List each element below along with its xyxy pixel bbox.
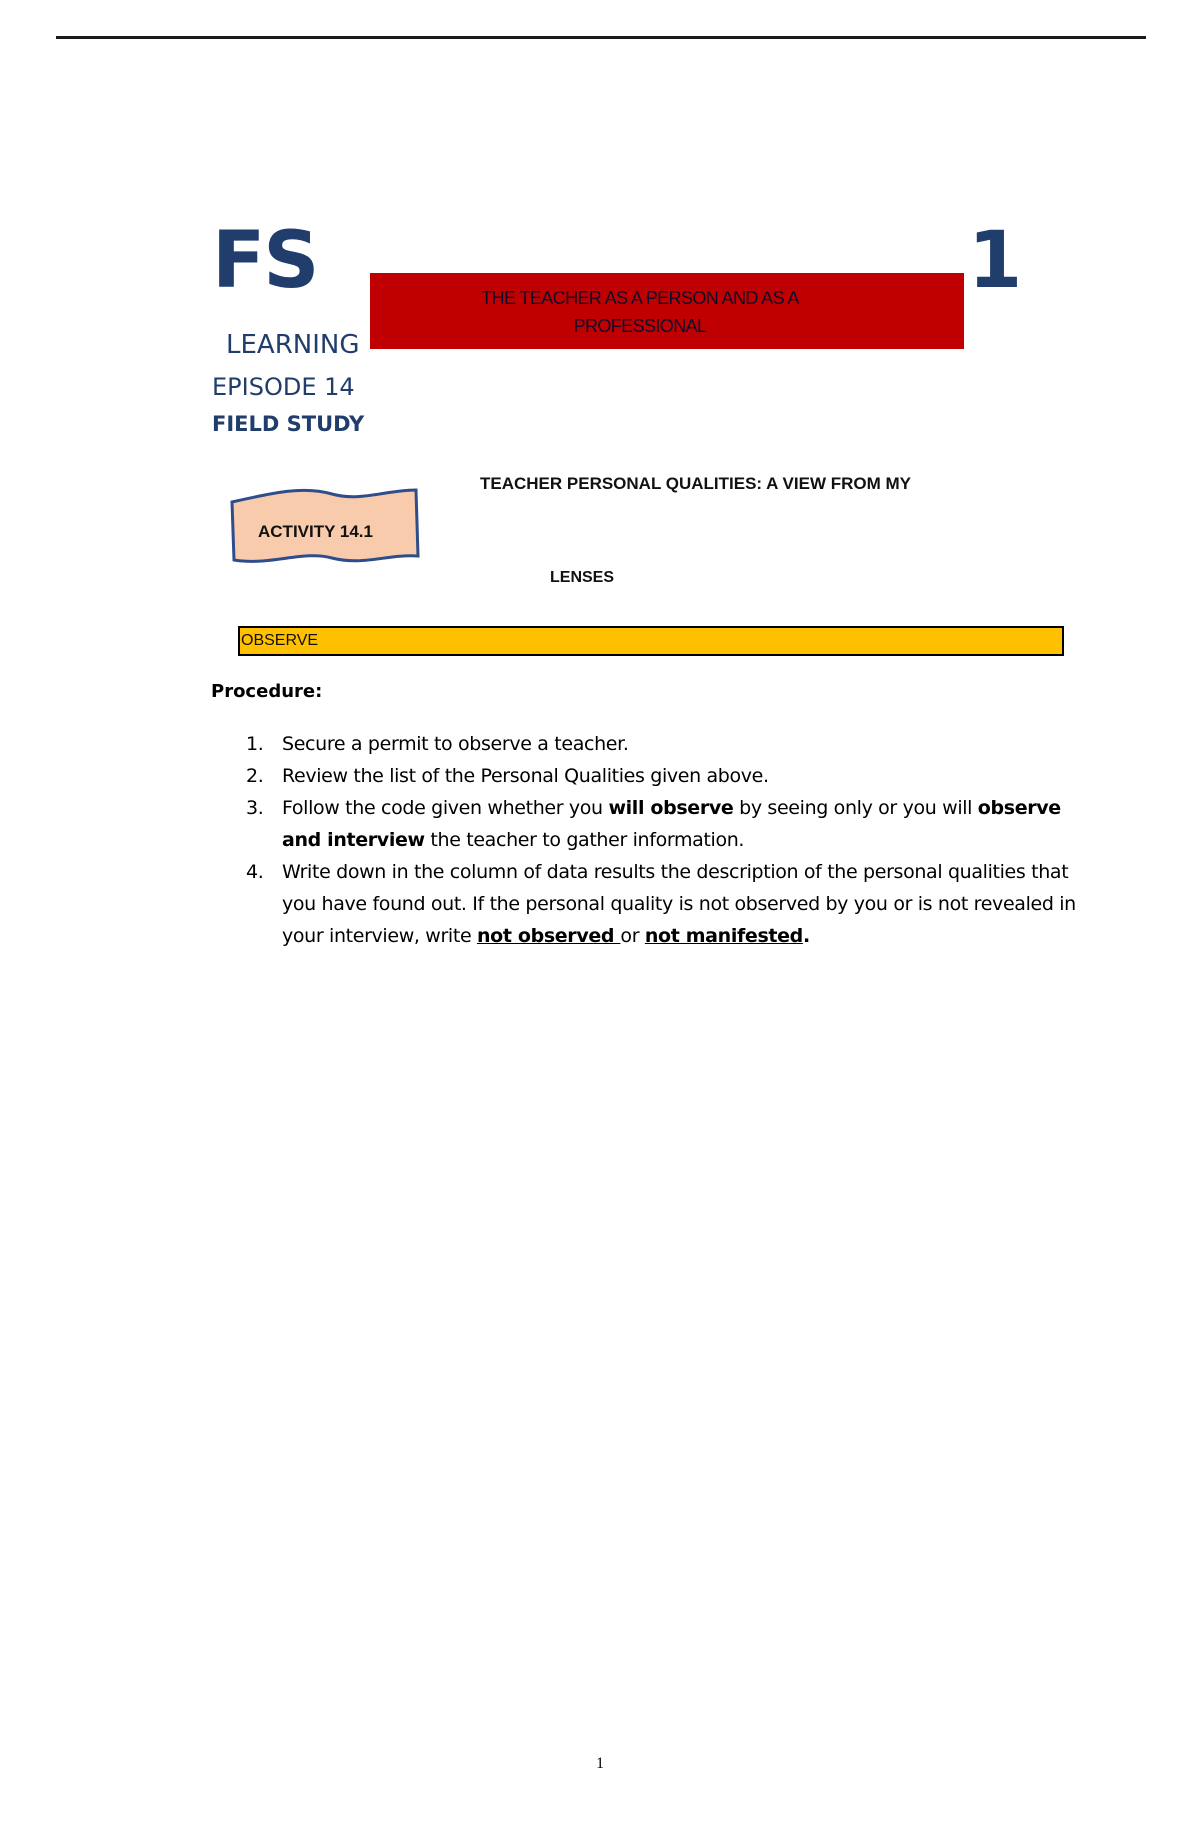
- procedure-item: [246, 760, 1076, 792]
- observe-bar: [238, 626, 1064, 656]
- procedure-item-text: Follow the code given whether you: [282, 797, 609, 819]
- underlined-phrase-not-observed: not observed: [476, 925, 621, 947]
- underlined-phrase-not-manifested: not manifested: [644, 925, 803, 947]
- learning-label: LEARNING: [226, 330, 360, 360]
- procedure-item-text: or: [620, 925, 645, 947]
- procedure-item-text: .: [802, 925, 810, 947]
- activity-label: ACTIVITY 14.1: [258, 522, 373, 541]
- field-study-label: FIELD STUDY: [212, 412, 365, 436]
- bold-phrase-will-observe: will observe: [608, 797, 734, 819]
- procedure-heading: Procedure:: [211, 681, 323, 702]
- procedure-item-number: 4.: [246, 861, 264, 883]
- procedure-item-text: Review the list of the Personal Qualities given above.: [282, 765, 769, 787]
- procedure-item-text: by seeing only or you will: [733, 797, 978, 819]
- top-rule: [56, 36, 1146, 39]
- course-number: 1: [968, 216, 1023, 306]
- page-number: 1: [596, 1755, 604, 1772]
- procedure-item-number: 2.: [246, 765, 264, 787]
- episode-label: EPISODE 14: [212, 373, 355, 401]
- procedure-item-text: the teacher to gather information.: [424, 829, 745, 851]
- procedure-list: [246, 728, 1076, 952]
- activity-title-line2: LENSES: [550, 569, 615, 586]
- procedure-item-number: 3.: [246, 797, 264, 819]
- activity-title-line1: TEACHER PERSONAL QUALITIES: A VIEW FROM MY: [480, 474, 911, 493]
- banner-title: THE TEACHER AS A PERSON AND AS A PROFESSIONAL: [481, 288, 799, 336]
- procedure-item: [246, 856, 1076, 952]
- procedure-item-text: Secure a permit to observe a teacher.: [282, 733, 629, 755]
- bold-phrase-observe-and-interview: observe and interview: [282, 797, 1061, 851]
- procedure-item: [246, 728, 1076, 760]
- observe-label: OBSERVE: [241, 632, 319, 649]
- fs-heading: FS: [212, 216, 318, 306]
- procedure-item-number: 1.: [246, 733, 264, 755]
- procedure-item-text: Write down in the column of data results the description of the personal qualities that you have found out. If the personal quality is not observed by you or is not revealed in your interview, write: [282, 861, 1076, 947]
- procedure-item: [246, 792, 1076, 856]
